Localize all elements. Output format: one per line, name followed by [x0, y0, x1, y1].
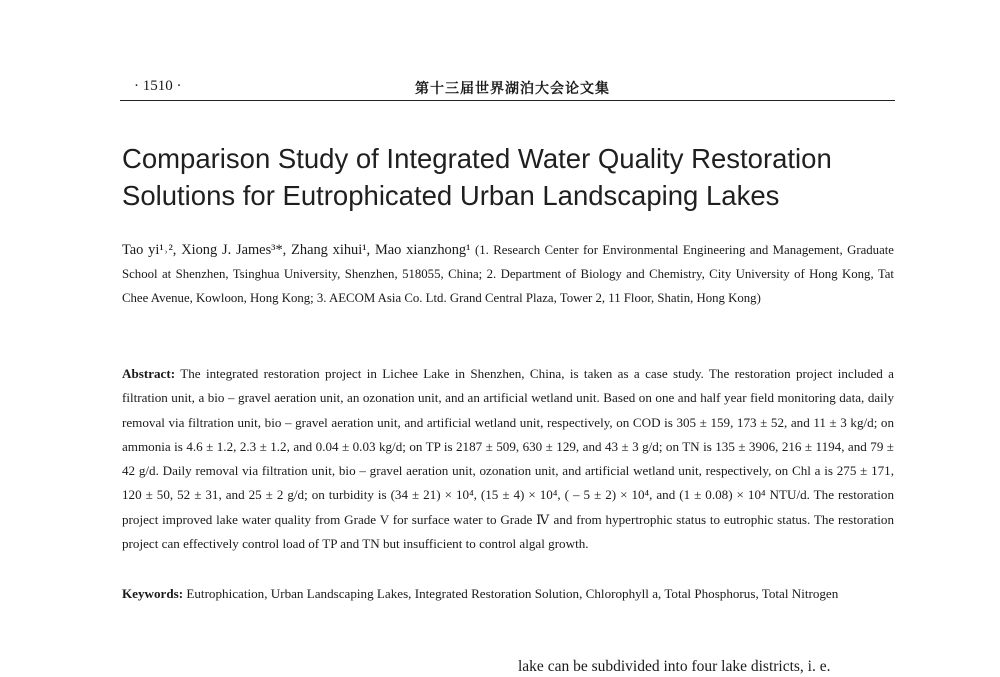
- abstract-text: The integrated restoration project in Lichee Lake in Shenzhen, China, is taken as a case study. The restoration project included a filtration unit, a bio – gravel aeration unit, an ozonation unit, and an artificial wetland unit. Based on one and half year field monitoring data, daily removal via filtration unit, bio – gravel aeration unit, and artificial wetland unit, respectively, on COD is 305 ± 159, 173 ± 52, and 11 ± 3 kg/d; on ammonia is 4.6 ± 1.2, 2.3 ± 1.2, and 0.04 ± 0.03 kg/d; on TP is 2187 ± 509, 630 ± 129, and 43 ± 3 g/d; on TN is 135 ± 3906, 216 ± 1194, and 79 ± 42 g/d. Daily removal via filtration unit, bio – gravel aeration unit, ozonation unit, and artificial wetland unit, respectively, on Chl a is 275 ± 171, 120 ± 50, 52 ± 31, and 25 ± 2 g/d; on turbidity is (34 ± 21) × 10⁴, (15 ± 4) × 10⁴, ( – 5 ± 2) × 10⁴, and (1 ± 0.08) × 10⁴ NTU/d. The restoration project improved lake water quality from Grade V for surface water to Grade Ⅳ and from hypertrophic status to eutrophic status. The restoration project can effectively control load of TP and TN but insufficient to control algal growth.: [122, 366, 894, 552]
- page-number: · 1510 ·: [134, 78, 182, 94]
- abstract-label: Abstract:: [122, 366, 176, 381]
- author-block: [122, 238, 894, 310]
- paper-title-line-2: Solutions for Eutrophicated Urban Landscaping Lakes: [122, 180, 780, 211]
- proceedings-title: 第十三届世界湖泊大会论文集: [415, 81, 610, 97]
- keywords: [122, 582, 894, 606]
- running-header: [120, 78, 895, 101]
- keywords-label: Keywords:: [122, 586, 184, 601]
- body-text-fragment: lake can be subdivided into four lake districts, i. e.: [518, 658, 831, 675]
- abstract: [122, 362, 894, 556]
- paper-title-line-1: Comparison Study of Integrated Water Quality Restoration: [122, 143, 832, 174]
- author-names: Tao yi¹˒², Xiong J. James³*, Zhang xihui¹, Mao xianzhong¹: [122, 242, 471, 258]
- paper-title: [122, 140, 922, 214]
- author-affiliations: (1. Research Center for Environmental Engineering and Management, Graduate School at Shenzhen, Tsinghua University, Shenzhen, 518055, China; 2. Department of Biology and Chemistry, City University of Hong Kong, Tat Chee Avenue, Kowloon, Hong Kong; 3. AECOM Asia Co. Ltd. Grand Central Plaza, Tower 2, 11 Floor, Shatin, Hong Kong): [122, 243, 894, 305]
- keywords-text: Eutrophication, Urban Landscaping Lakes, Integrated Restoration Solution, Chlorophyll a, Total Phosphorus, Total Nitrogen: [186, 586, 839, 601]
